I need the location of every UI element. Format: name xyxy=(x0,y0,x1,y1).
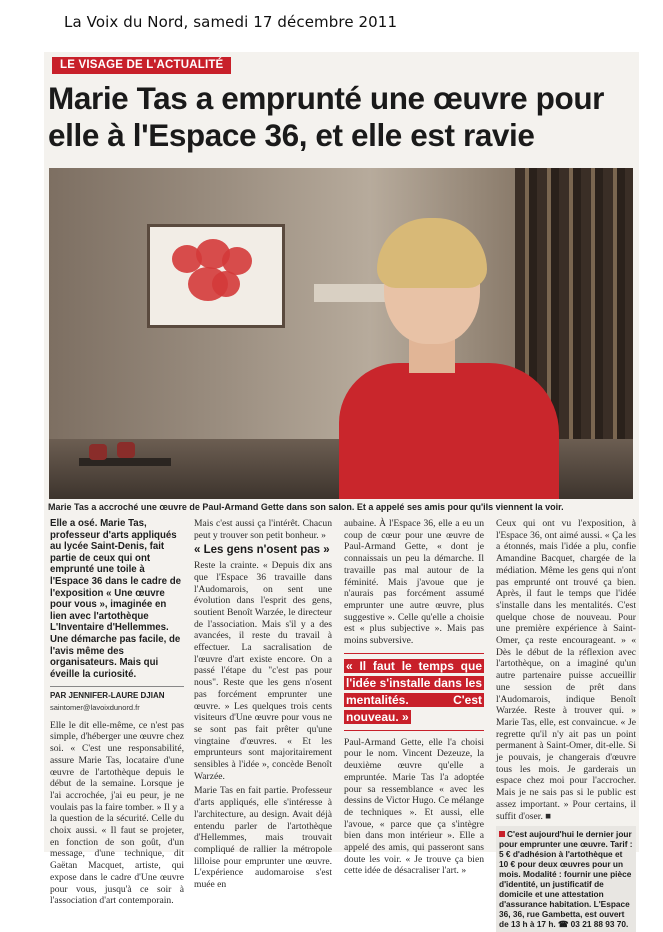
body-paragraph: Marie Tas en fait partie. Professeur d'arts appliqués, elle s'intéresse à l'architecture, au design. Avait déjà entendu parler de l'artothèque d'Hellemmes, mais trouvait compliqué de rallier la métropole lilloise pour emprunter une œuvre. L'expérience audomaroise s'est muée en xyxy=(194,785,332,891)
framed-artwork-icon xyxy=(147,224,285,328)
body-paragraph: Mais c'est aussi ça l'intérêt. Chacun peut y trouver son petit bonheur. » xyxy=(194,518,332,541)
body-paragraph: Elle le dit elle-même, ce n'est pas simple, d'héberger une œuvre chez soi. « C'est une responsabilité, assure Marie Tas, locataire d'une œuvre de l'artothèque depuis le début de la semaine. Lorsque je l'ai accrochée, j'ai eu peur, je ne voulais pas la faire tomber. » Il y a la question de la sécurité. Celle du choix aussi. « Il faut se projeter, en fonction de son goût, d'un message, d'une technique, dit Gaëtan Macquet, artiste, qui expose dans le cadre d'Une œuvre pour vous, jusqu'à ce soir à l'association d'art contemporain. xyxy=(50,719,184,907)
article-column-4 xyxy=(496,518,636,932)
article-column-2 xyxy=(194,518,332,894)
bullet-square-icon xyxy=(499,831,505,837)
body-paragraph: aubaine. À l'Espace 36, elle a eu un coup de cœur pour une œuvre de Paul-Armand Gette, « dont je connaissais un peu la démarche. Il travaille pas mal autour de la féminité. Mais j'avoue que je n'aurais pas forcément assumé emprunter une autre œuvre, plus suggestive ». Celle qu'elle a choisie est « plus subjective ». Mais pas moins subversive. xyxy=(344,518,484,647)
article-subheading: « Les gens n'osent pas » xyxy=(194,544,330,557)
article-headline: Marie Tas a emprunté une œuvre pour elle à l'Espace 36, et elle est ravie xyxy=(48,80,605,153)
body-paragraph: Reste la crainte. « Depuis dix ans que l'Espace 36 travaille dans l'Audomarois, on sent une évolution dans l'esprit des gens, soutient Benoît Warzée, le directeur de l'association. Mais s'il y a des avancées, il reste du travail à effectuer. La sacralisation de l'œuvre d'art existe encore. On a passé l'étape du "c'est pas pour nous". Reste que les gens n'osent pas forcément emprunter une œuvre. » Les quelques trois cents visiteurs d'Une œuvre pour vous ne se sont pas fait prêter qu'une vingtaine d'œuvres. « Et les emprunteurs sont majoritairement sensibles à l'idée », concède Benoît Warzée. xyxy=(194,560,332,782)
portrait-figure-icon xyxy=(339,363,559,499)
photo-caption: Marie Tas a accroché une œuvre de Paul-Armand Gette dans son salon. Et a appelé ses amis pour qu'ils viennent la voir. xyxy=(48,502,564,512)
practical-info-box xyxy=(496,826,636,932)
article-lead: Elle a osé. Marie Tas, professeur d'arts appliqués au lycée Saint-Denis, fait partie de ceux qui ont emprunté une toile à l'Espace 36 dans le cadre de l'exposition « Une œuvre pour vous », imaginée en lien avec l'artothèque L'Inventaire d'Hellemmes. Une démarche pas facile, de l'avis même des organisateurs. Mais qui éveille la curiosité. xyxy=(50,518,182,680)
section-kicker: LE VISAGE DE L'ACTUALITÉ xyxy=(52,57,231,74)
article-column-3 xyxy=(344,518,484,880)
article-clipping xyxy=(44,52,639,930)
author-email-link[interactable]: saintomer@lavoixdunord.fr xyxy=(50,703,140,713)
article-byline: PAR JENNIFER-LAURE DJIAN xyxy=(50,686,184,702)
article-column-1 xyxy=(50,518,184,910)
article-photo xyxy=(49,168,633,499)
body-paragraph: Paul-Armand Gette, elle l'a choisi pour le nom. Vincent Dezeuze, la deuxième œuvre qu'elle a empruntée. Marie Tas l'a adoptée pour sa ressemblance « avec les dessins de Victor Hugo. Ce mélange de techniques ». Et aussi, elle l'avoue, « parce que ça s'intègre bien dans mon intérieur ». Elle a appelé des amis, qui passeront sans doute les voir. « Je trouve ça bien cette idée de désacraliser l'art. » xyxy=(344,736,484,877)
practical-info-text: C'est aujourd'hui le dernier jour pour emprunter une œuvre. Tarif : 5 € d'adhésion à l'artothèque et 10 € pour deux œuvres pour un mois. Modalité : fournir une pièce d'identité, un justificatif de domicile et une attestation d'assurance habitation. L'Espace 36, 36, rue Gambetta, est ouvert de 13 h à 17 h. ☎ 03 21 88 93 70. xyxy=(499,829,633,930)
pull-quote-text: « Il faut le temps que l'idée s'installe dans les mentalités. C'est nouveau. » xyxy=(346,658,482,724)
newspaper-masthead: La Voix du Nord, samedi 17 décembre 2011 xyxy=(64,13,398,31)
body-paragraph: Ceux qui ont vu l'exposition, à l'Espace 36, ont aimé aussi. « Ça les a étonnés, mais l'idée a plu, confie Amandine Bacquet, chargée de la médiation. Même les gens qui n'ont pas emprunté ont trouvé ça bien. Après, il faut le temps que l'idée s'installe dans les mentalités. C'est quelque chose de nouveau. Pour une première expérience à Saint-Omer, ça reste encourageant. » « Dès le début de la réflexion avec l'artothèque, on a imaginé qu'un autre partenaire puisse accueillir une session de prêt dans l'Audomarois, indique Benoît Warzée. Reste à trouver qui. » Marie Tas, elle, est convaincue. « Je regrette qu'il n'y ait pas un point permanent à Saint-Omer, dit-elle. Si je pouvais, je changerais d'œuvre tous les mois. Je garderais un espace chez moi pour l'accrocher. Mais je ne sais pas si le public est assez important. » Pour certains, il suffit d'oser. ■ xyxy=(496,518,636,822)
pull-quote xyxy=(344,653,484,731)
